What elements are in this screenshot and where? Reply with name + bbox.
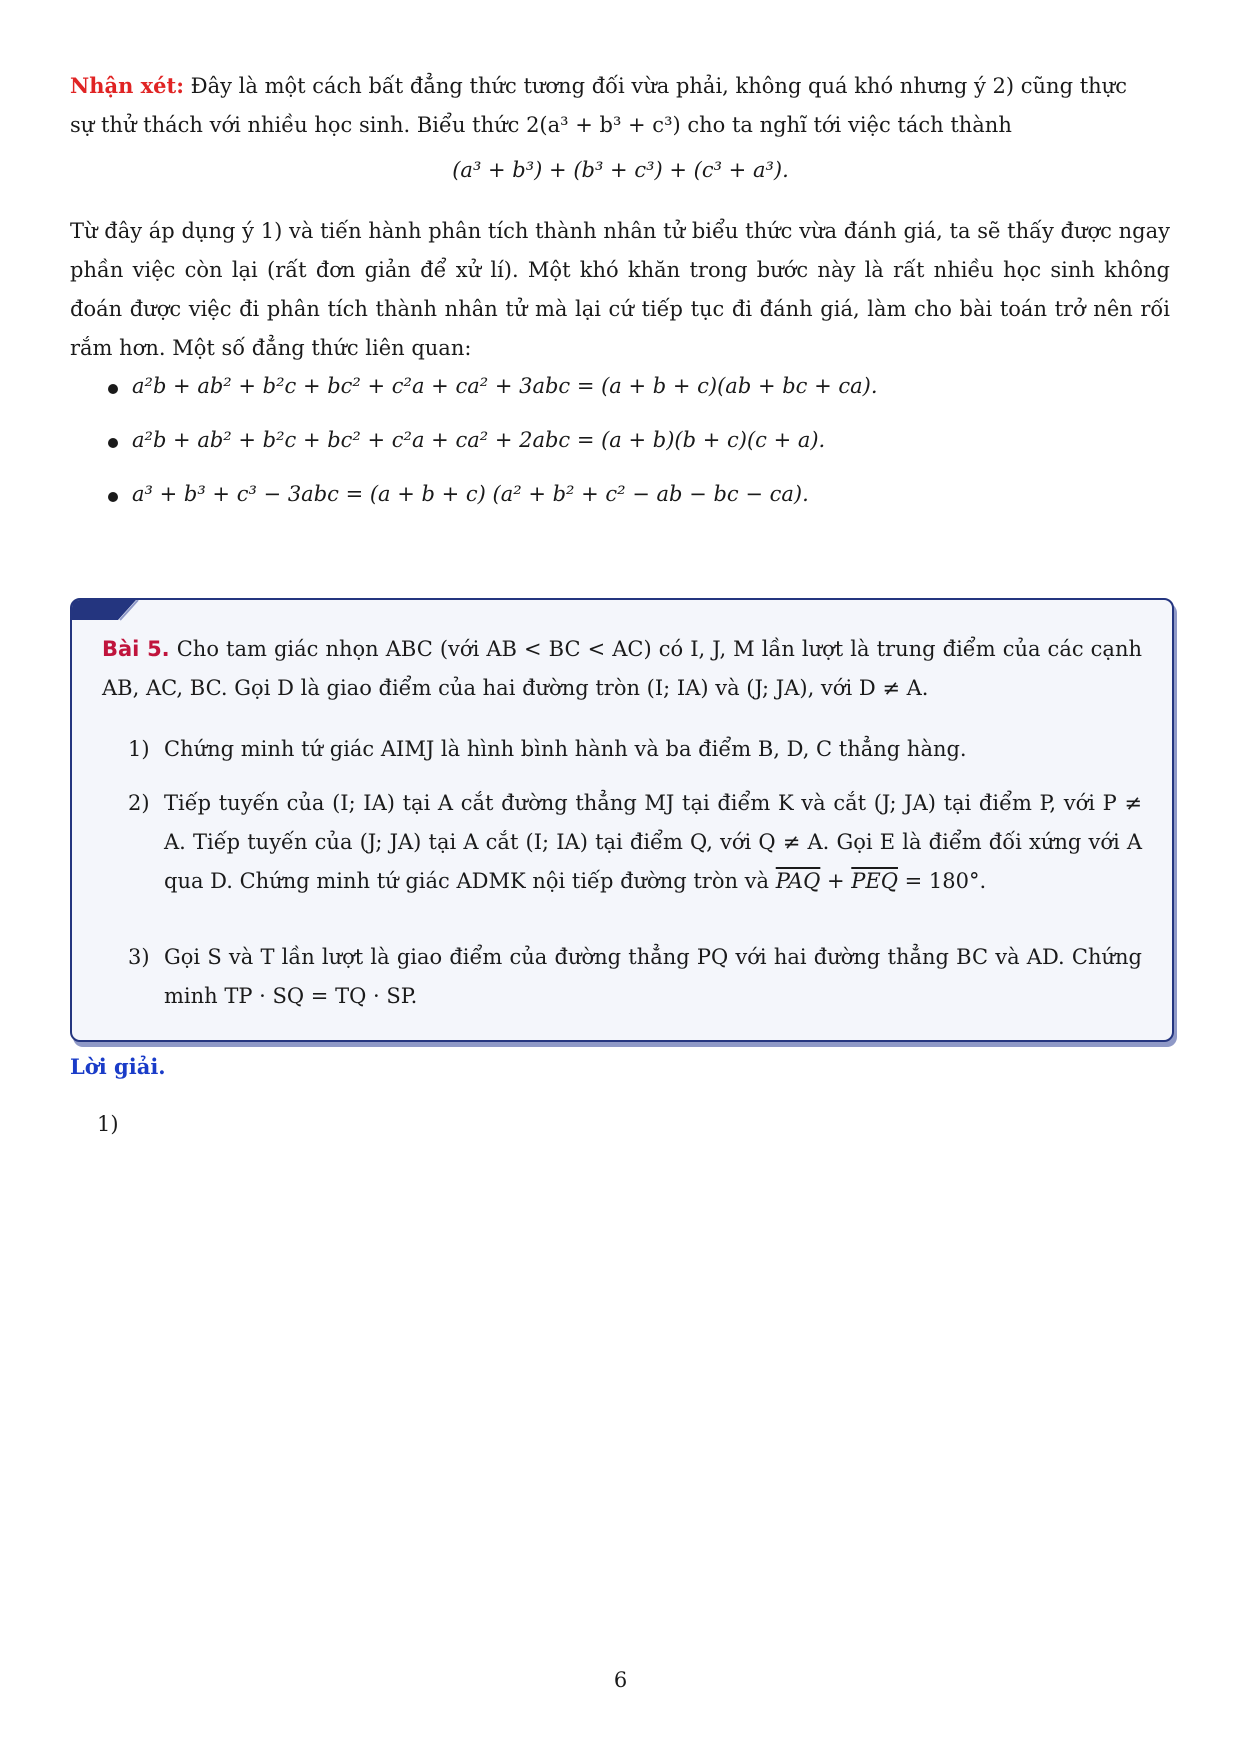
remark-line-2: sự thử thách với nhiều học sinh. Biểu thức 2(a³ + b³ + c³) cho ta nghĩ tới việc tách thành [70, 113, 1012, 137]
bullet-icon [108, 438, 118, 448]
item-tail: = 180°. [897, 869, 987, 893]
problem-label: Bài 5. [102, 637, 170, 661]
problem-text: Cho tam giác nhọn ABC (với AB < BC < AC) có I, J, M lần lượt là trung điểm của các cạnh AB, AC, BC. Gọi D là giao điểm của hai đường tròn (I; IA) và (J; JA), với D ≠ A. [102, 637, 1142, 700]
solution-item-number: 1) [97, 1112, 119, 1136]
item-text: Gọi S và T lần lượt là giao điểm của đường thẳng PQ với hai đường thẳng BC và AD. Chứng minh TP · SQ = TQ · SP. [164, 945, 1142, 1008]
item-number: 1) [128, 737, 150, 761]
item-number: 3) [128, 945, 150, 969]
remark-paragraph [70, 66, 1170, 145]
remark-line-1: Đây là một cách bất đẳng thức tương đối vừa phải, không quá khó nhưng ý 2) cũng thực [183, 74, 1127, 98]
bullet-icon [108, 492, 118, 502]
box-corner-tab [72, 600, 152, 622]
item-text-main: Tiếp tuyến của (I; IA) tại A cắt đường thẳng MJ tại điểm K và cắt (J; JA) tại điểm P, với P ≠ A. Tiếp tuyến của (J; JA) tại A cắt (I; IA) tại điểm Q, với Q ≠ A. Gọi E là điểm đối xứng với A qua D. Chứng minh tứ giác ADMK nội tiếp đường tròn và [164, 791, 1142, 893]
plus-sign: + [820, 869, 852, 893]
item-text: Chứng minh tứ giác AIMJ là hình bình hành và ba điểm B, D, C thẳng hàng. [164, 737, 967, 761]
problem-box [70, 598, 1174, 1042]
bullet-icon [108, 384, 118, 394]
item-text [164, 784, 1142, 901]
item-number: 2) [128, 791, 150, 815]
solution-label: Lời giải. [70, 1054, 166, 1079]
display-equation: (a³ + b³) + (b³ + c³) + (c³ + a³). [452, 158, 789, 182]
arc-peq: $\overline{PEQ}$ [851, 869, 898, 893]
problem-statement [102, 630, 1142, 708]
identity-text: a²b + ab² + b²c + bc² + c²a + ca² + 2abc = (a + b)(b + c)(c + a). [132, 428, 826, 452]
remark-paragraph-2: Từ đây áp dụng ý 1) và tiến hành phân tích thành nhân tử biểu thức vừa đánh giá, ta sẽ thấy được ngay phần việc còn lại (rất đơn giản để xử lí). Một khó khăn trong bước này là rất nhiều học sinh không đoán được việc đi phân tích thành nhân tử mà lại cứ tiếp tục đi đánh giá, làm cho bài toán trở nên rối rắm hơn. Một số đẳng thức liên quan: [70, 219, 1170, 360]
page-number: 6 [613, 1668, 628, 1692]
remark-label: Nhận xét: [70, 73, 184, 98]
arc-paq: $\overline{PAQ}$ [775, 869, 821, 893]
identity-text: a²b + ab² + b²c + bc² + c²a + ca² + 3abc = (a + b + c)(ab + bc + ca). [132, 374, 878, 398]
identity-text: a³ + b³ + c³ − 3abc = (a + b + c) (a² + b² + c² − ab − bc − ca). [132, 482, 809, 506]
